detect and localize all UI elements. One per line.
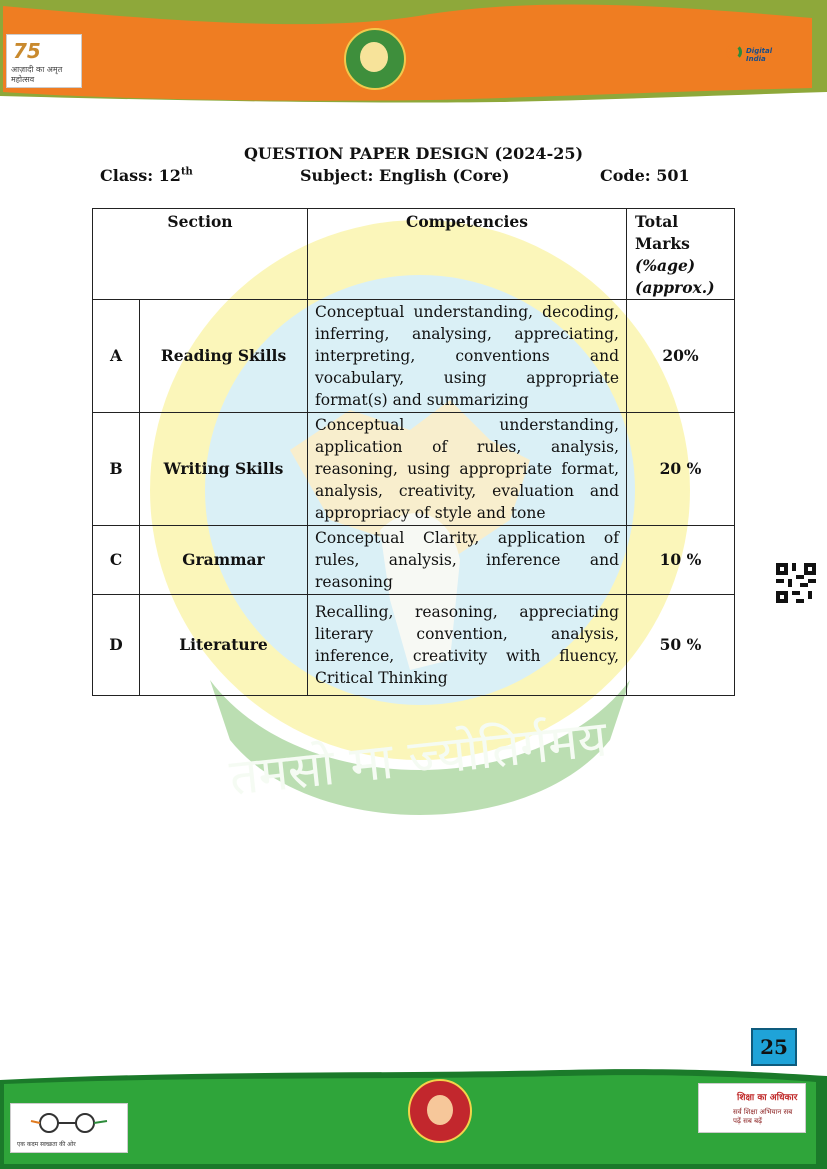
row-skill: Literature [140, 595, 308, 696]
azadi-ka-amrit-mahotsav-logo: 75 आज़ादी का अमृत महोत्सव [6, 34, 82, 88]
table-row [93, 300, 735, 413]
code-label: Code: 501 [600, 166, 690, 185]
row-skill: Grammar [140, 526, 308, 595]
watermark-motto: तमसो मा ज्योतिर्गमय [226, 709, 610, 807]
document-title: QUESTION PAPER DESIGN (2024-25) [243, 144, 584, 163]
glasses-icon [25, 1112, 113, 1134]
row-marks: 10 % [627, 526, 735, 595]
digital-india-logo: Digital India [726, 42, 792, 68]
row-skill: Reading Skills [140, 300, 308, 413]
class-superscript: th [180, 166, 193, 178]
table-row [93, 595, 735, 696]
header-total-marks: Total Marks (%age) (approx.) [627, 209, 735, 300]
row-competencies: Conceptual understanding, application of rules, analysis, reasoning, using appropriate format, analysis, creativity, evaluation and appropriacy of style and tone [308, 413, 627, 526]
row-marks: 50 % [627, 595, 735, 696]
question-paper-design-table [92, 208, 735, 696]
shiksha-ka-adhikar-logo: शिक्षा का अधिकार सर्व शिक्षा अभियान सब पढ़ें सब बढ़ें [698, 1083, 806, 1133]
row-competencies: Conceptual understanding, decoding, inferring, analysing, appreciating, interpreting, conventions and vocabulary, using appropriate format(s) and summarizing [308, 300, 627, 413]
row-marks: 20 % [627, 413, 735, 526]
subject-label: Subject: English (Core) [300, 166, 510, 185]
row-letter: C [93, 526, 140, 595]
header-banner [0, 0, 827, 110]
table-header-row [93, 209, 735, 300]
row-letter: A [93, 300, 140, 413]
page-number-badge: 25 [751, 1028, 797, 1066]
header-competencies: Competencies [308, 209, 627, 300]
table-row [93, 413, 735, 526]
row-competencies: Conceptual Clarity, application of rules, analysis, inference and reasoning [308, 526, 627, 595]
row-competencies: Recalling, reasoning, appreciating literary convention, analysis, inference, creativity with fluency, Critical Thinking [308, 595, 627, 696]
swachh-bharat-logo: एक कदम स्वच्छता की ओर [10, 1103, 128, 1153]
row-letter: D [93, 595, 140, 696]
beti-bachao-beti-padhao-logo [408, 1079, 472, 1143]
board-emblem-icon [344, 28, 406, 90]
class-label: Class: 12th [100, 166, 193, 185]
qr-code-icon[interactable] [776, 563, 816, 603]
table-row [93, 526, 735, 595]
row-letter: B [93, 413, 140, 526]
row-skill: Writing Skills [140, 413, 308, 526]
header-section: Section [93, 209, 308, 300]
row-marks: 20% [627, 300, 735, 413]
